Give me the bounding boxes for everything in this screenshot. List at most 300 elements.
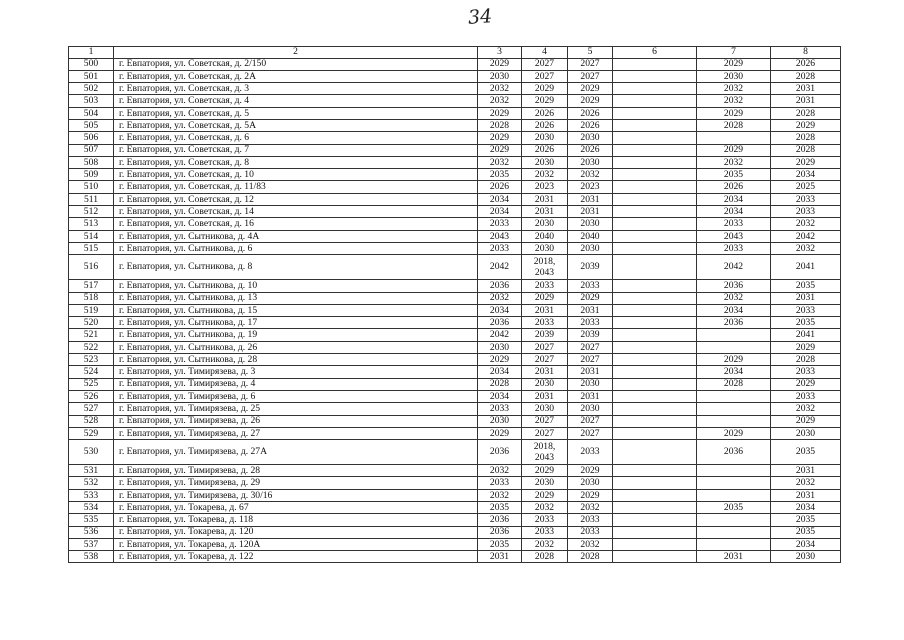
year-cell: 2040 bbox=[522, 230, 568, 242]
year-cell: 2032 bbox=[568, 538, 613, 550]
row-number-cell: 521 bbox=[69, 329, 114, 341]
year-cell: 2026 bbox=[697, 181, 771, 193]
year-cell: 2026 bbox=[522, 144, 568, 156]
year-cell: 2029 bbox=[697, 427, 771, 439]
row-number-cell: 501 bbox=[69, 70, 114, 82]
year-cell bbox=[613, 415, 697, 427]
table-body bbox=[69, 58, 841, 563]
year-cell bbox=[613, 107, 697, 119]
year-cell: 2026 bbox=[568, 107, 613, 119]
year-cell: 2042 bbox=[697, 255, 771, 280]
year-cell: 2034 bbox=[771, 169, 841, 181]
address-cell: г. Евпатория, ул. Сытникова, д. 10 bbox=[114, 280, 478, 292]
year-cell: 2032 bbox=[697, 83, 771, 95]
year-cell: 2034 bbox=[478, 390, 522, 402]
row-number-cell: 528 bbox=[69, 415, 114, 427]
year-cell: 2035 bbox=[771, 440, 841, 465]
year-cell: 2030 bbox=[522, 132, 568, 144]
table-row bbox=[69, 58, 841, 70]
address-cell: г. Евпатория, ул. Сытникова, д. 8 bbox=[114, 255, 478, 280]
address-cell: г. Евпатория, ул. Советская, д. 12 bbox=[114, 193, 478, 205]
row-number-cell: 527 bbox=[69, 403, 114, 415]
year-cell: 2041 bbox=[771, 255, 841, 280]
year-cell bbox=[613, 551, 697, 563]
year-cell bbox=[613, 477, 697, 489]
year-cell: 2027 bbox=[568, 354, 613, 366]
year-cell: 2027 bbox=[522, 415, 568, 427]
table-row bbox=[69, 156, 841, 168]
address-cell: г. Евпатория, ул. Тимирязева, д. 27А bbox=[114, 440, 478, 465]
year-cell: 2033 bbox=[478, 403, 522, 415]
address-cell: г. Евпатория, ул. Тимирязева, д. 26 bbox=[114, 415, 478, 427]
year-cell: 2035 bbox=[771, 280, 841, 292]
address-cell: г. Евпатория, ул. Советская, д. 16 bbox=[114, 218, 478, 230]
year-cell bbox=[613, 304, 697, 316]
address-cell: г. Евпатория, ул. Тимирязева, д. 29 bbox=[114, 477, 478, 489]
row-number-cell: 531 bbox=[69, 465, 114, 477]
year-cell: 2031 bbox=[568, 366, 613, 378]
year-cell bbox=[613, 255, 697, 280]
address-cell: г. Евпатория, ул. Сытникова, д. 28 bbox=[114, 354, 478, 366]
row-number-cell: 530 bbox=[69, 440, 114, 465]
row-number-cell: 516 bbox=[69, 255, 114, 280]
year-cell: 2034 bbox=[771, 502, 841, 514]
year-cell bbox=[613, 514, 697, 526]
year-cell: 2032 bbox=[697, 156, 771, 168]
year-cell bbox=[613, 366, 697, 378]
address-cell: г. Евпатория, ул. Советская, д. 3 bbox=[114, 83, 478, 95]
year-cell: 2027 bbox=[568, 70, 613, 82]
year-cell: 2036 bbox=[697, 317, 771, 329]
year-cell: 2031 bbox=[522, 366, 568, 378]
address-cell: г. Евпатория, ул. Сытникова, д. 15 bbox=[114, 304, 478, 316]
year-cell bbox=[613, 378, 697, 390]
address-cell: г. Евпатория, ул. Токарева, д. 122 bbox=[114, 551, 478, 563]
row-number-cell: 513 bbox=[69, 218, 114, 230]
address-cell: г. Евпатория, ул. Сытникова, д. 17 bbox=[114, 317, 478, 329]
year-cell: 2035 bbox=[697, 169, 771, 181]
row-number-cell: 524 bbox=[69, 366, 114, 378]
address-cell: г. Евпатория, ул. Тимирязева, д. 6 bbox=[114, 390, 478, 402]
address-cell: г. Евпатория, ул. Токарева, д. 118 bbox=[114, 514, 478, 526]
address-cell: г. Евпатория, ул. Тимирязева, д. 30/16 bbox=[114, 489, 478, 501]
year-cell bbox=[697, 132, 771, 144]
row-number-cell: 532 bbox=[69, 477, 114, 489]
row-number-cell: 529 bbox=[69, 427, 114, 439]
year-cell bbox=[613, 193, 697, 205]
year-cell bbox=[613, 280, 697, 292]
year-cell bbox=[613, 181, 697, 193]
year-cell: 2018, 2043 bbox=[522, 440, 568, 465]
year-cell: 2029 bbox=[478, 58, 522, 70]
year-cell: 2026 bbox=[522, 107, 568, 119]
year-cell: 2030 bbox=[522, 218, 568, 230]
year-cell: 2027 bbox=[568, 58, 613, 70]
year-cell: 2028 bbox=[697, 378, 771, 390]
address-cell: г. Евпатория, ул. Токарева, д. 120А bbox=[114, 538, 478, 550]
year-cell: 2029 bbox=[568, 95, 613, 107]
table-row bbox=[69, 354, 841, 366]
address-cell: г. Евпатория, ул. Сытникова, д. 13 bbox=[114, 292, 478, 304]
year-cell bbox=[613, 206, 697, 218]
year-cell: 2039 bbox=[568, 329, 613, 341]
row-number-cell: 517 bbox=[69, 280, 114, 292]
year-cell: 2034 bbox=[478, 366, 522, 378]
row-number-cell: 512 bbox=[69, 206, 114, 218]
table-row bbox=[69, 415, 841, 427]
table-row bbox=[69, 169, 841, 181]
year-cell: 2033 bbox=[697, 242, 771, 254]
year-cell: 2035 bbox=[771, 526, 841, 538]
year-cell: 2033 bbox=[771, 206, 841, 218]
year-cell: 2039 bbox=[568, 255, 613, 280]
row-number-cell: 525 bbox=[69, 378, 114, 390]
year-cell: 2035 bbox=[478, 169, 522, 181]
year-cell: 2030 bbox=[697, 70, 771, 82]
year-cell: 2029 bbox=[697, 144, 771, 156]
column-header: 3 bbox=[478, 47, 522, 59]
year-cell: 2028 bbox=[771, 144, 841, 156]
year-cell bbox=[613, 70, 697, 82]
year-cell: 2026 bbox=[522, 119, 568, 131]
year-cell: 2031 bbox=[568, 193, 613, 205]
year-cell: 2032 bbox=[771, 242, 841, 254]
year-cell: 2026 bbox=[568, 119, 613, 131]
column-header: 2 bbox=[114, 47, 478, 59]
address-cell: г. Евпатория, ул. Советская, д. 7 bbox=[114, 144, 478, 156]
year-cell: 2029 bbox=[771, 156, 841, 168]
row-number-cell: 504 bbox=[69, 107, 114, 119]
year-cell bbox=[613, 144, 697, 156]
year-cell: 2033 bbox=[522, 317, 568, 329]
year-cell: 2029 bbox=[522, 292, 568, 304]
address-cell: г. Евпатория, ул. Советская, д. 6 bbox=[114, 132, 478, 144]
year-cell: 2029 bbox=[568, 465, 613, 477]
year-cell bbox=[613, 538, 697, 550]
table-row bbox=[69, 526, 841, 538]
row-number-cell: 522 bbox=[69, 341, 114, 353]
row-number-cell: 515 bbox=[69, 242, 114, 254]
year-cell bbox=[613, 440, 697, 465]
address-cell: г. Евпатория, ул. Сытникова, д. 4А bbox=[114, 230, 478, 242]
year-cell: 2028 bbox=[771, 107, 841, 119]
year-cell: 2033 bbox=[568, 317, 613, 329]
address-cell: г. Евпатория, ул. Тимирязева, д. 25 bbox=[114, 403, 478, 415]
year-cell bbox=[613, 390, 697, 402]
year-cell: 2028 bbox=[522, 551, 568, 563]
column-header: 7 bbox=[697, 47, 771, 59]
year-cell: 2030 bbox=[522, 403, 568, 415]
year-cell: 2033 bbox=[478, 242, 522, 254]
year-cell: 2036 bbox=[697, 280, 771, 292]
year-cell: 2029 bbox=[568, 83, 613, 95]
year-cell bbox=[697, 390, 771, 402]
address-cell: г. Евпатория, ул. Советская, д. 2/150 bbox=[114, 58, 478, 70]
row-number-cell: 519 bbox=[69, 304, 114, 316]
year-cell: 2032 bbox=[771, 477, 841, 489]
year-cell: 2036 bbox=[478, 526, 522, 538]
row-number-cell: 514 bbox=[69, 230, 114, 242]
year-cell: 2031 bbox=[522, 304, 568, 316]
year-cell: 2032 bbox=[478, 95, 522, 107]
row-number-cell: 536 bbox=[69, 526, 114, 538]
year-cell: 2034 bbox=[478, 206, 522, 218]
row-number-cell: 506 bbox=[69, 132, 114, 144]
year-cell: 2029 bbox=[771, 119, 841, 131]
year-cell bbox=[613, 341, 697, 353]
year-cell: 2039 bbox=[522, 329, 568, 341]
year-cell bbox=[613, 83, 697, 95]
year-cell: 2043 bbox=[697, 230, 771, 242]
year-cell: 2028 bbox=[697, 119, 771, 131]
year-cell bbox=[697, 526, 771, 538]
year-cell bbox=[697, 489, 771, 501]
row-number-cell: 518 bbox=[69, 292, 114, 304]
year-cell bbox=[613, 403, 697, 415]
row-number-cell: 523 bbox=[69, 354, 114, 366]
address-cell: г. Евпатория, ул. Советская, д. 5А bbox=[114, 119, 478, 131]
address-cell: г. Евпатория, ул. Советская, д. 10 bbox=[114, 169, 478, 181]
year-cell: 2031 bbox=[697, 551, 771, 563]
address-cell: г. Евпатория, ул. Советская, д. 8 bbox=[114, 156, 478, 168]
year-cell: 2029 bbox=[568, 292, 613, 304]
table-row bbox=[69, 144, 841, 156]
year-cell: 2033 bbox=[522, 514, 568, 526]
year-cell: 2033 bbox=[771, 366, 841, 378]
address-cell: г. Евпатория, ул. Сытникова, д. 19 bbox=[114, 329, 478, 341]
year-cell: 2032 bbox=[522, 502, 568, 514]
year-cell: 2032 bbox=[568, 502, 613, 514]
year-cell bbox=[697, 329, 771, 341]
year-cell: 2030 bbox=[568, 403, 613, 415]
year-cell: 2031 bbox=[568, 304, 613, 316]
year-cell: 2027 bbox=[522, 341, 568, 353]
year-cell: 2041 bbox=[771, 329, 841, 341]
year-cell: 2030 bbox=[522, 477, 568, 489]
year-cell: 2032 bbox=[771, 218, 841, 230]
page-number: 34 bbox=[467, 5, 493, 29]
year-cell: 2034 bbox=[697, 304, 771, 316]
year-cell: 2030 bbox=[568, 156, 613, 168]
year-cell bbox=[613, 169, 697, 181]
year-cell: 2031 bbox=[771, 465, 841, 477]
table-row bbox=[69, 255, 841, 280]
year-cell: 2025 bbox=[771, 181, 841, 193]
address-cell: г. Евпатория, ул. Сытникова, д. 26 bbox=[114, 341, 478, 353]
row-number-cell: 520 bbox=[69, 317, 114, 329]
address-cell: г. Евпатория, ул. Тимирязева, д. 3 bbox=[114, 366, 478, 378]
table-row bbox=[69, 280, 841, 292]
year-cell: 2030 bbox=[568, 242, 613, 254]
row-number-cell: 534 bbox=[69, 502, 114, 514]
year-cell: 2034 bbox=[697, 366, 771, 378]
table-row bbox=[69, 366, 841, 378]
year-cell: 2032 bbox=[478, 489, 522, 501]
year-cell: 2029 bbox=[697, 58, 771, 70]
year-cell bbox=[613, 354, 697, 366]
year-cell: 2031 bbox=[771, 292, 841, 304]
year-cell bbox=[613, 489, 697, 501]
year-cell: 2026 bbox=[771, 58, 841, 70]
address-cell: г. Евпатория, ул. Тимирязева, д. 27 bbox=[114, 427, 478, 439]
year-cell: 2043 bbox=[478, 230, 522, 242]
year-cell: 2033 bbox=[478, 477, 522, 489]
year-cell: 2030 bbox=[568, 477, 613, 489]
table-row bbox=[69, 230, 841, 242]
year-cell: 2027 bbox=[522, 354, 568, 366]
year-cell: 2035 bbox=[478, 538, 522, 550]
column-header: 8 bbox=[771, 47, 841, 59]
year-cell: 2026 bbox=[478, 181, 522, 193]
address-cell: г. Евпатория, ул. Сытникова, д. 6 bbox=[114, 242, 478, 254]
year-cell: 2029 bbox=[568, 489, 613, 501]
year-cell bbox=[613, 218, 697, 230]
table-row bbox=[69, 132, 841, 144]
year-cell: 2033 bbox=[771, 304, 841, 316]
table-row bbox=[69, 489, 841, 501]
year-cell: 2036 bbox=[478, 317, 522, 329]
year-cell: 2031 bbox=[568, 390, 613, 402]
address-cell: г. Евпатория, ул. Советская, д. 2А bbox=[114, 70, 478, 82]
table-row bbox=[69, 218, 841, 230]
row-number-cell: 511 bbox=[69, 193, 114, 205]
year-cell bbox=[613, 95, 697, 107]
table-row bbox=[69, 119, 841, 131]
year-cell: 2026 bbox=[568, 144, 613, 156]
year-cell: 2033 bbox=[771, 390, 841, 402]
table-row bbox=[69, 206, 841, 218]
year-cell: 2032 bbox=[478, 156, 522, 168]
year-cell: 2031 bbox=[771, 489, 841, 501]
year-cell bbox=[613, 465, 697, 477]
row-number-cell: 503 bbox=[69, 95, 114, 107]
table-row bbox=[69, 502, 841, 514]
table-row bbox=[69, 538, 841, 550]
address-cell: г. Евпатория, ул. Тимирязева, д. 28 bbox=[114, 465, 478, 477]
table-row bbox=[69, 477, 841, 489]
year-cell: 2033 bbox=[522, 280, 568, 292]
year-cell: 2030 bbox=[522, 156, 568, 168]
year-cell bbox=[613, 427, 697, 439]
year-cell: 2029 bbox=[771, 378, 841, 390]
year-cell: 2034 bbox=[478, 193, 522, 205]
column-header: 6 bbox=[613, 47, 697, 59]
year-cell: 2027 bbox=[522, 70, 568, 82]
row-number-cell: 502 bbox=[69, 83, 114, 95]
year-cell: 2036 bbox=[697, 440, 771, 465]
year-cell: 2031 bbox=[771, 95, 841, 107]
year-cell: 2030 bbox=[522, 242, 568, 254]
year-cell: 2031 bbox=[522, 193, 568, 205]
year-cell: 2029 bbox=[478, 354, 522, 366]
year-cell: 2028 bbox=[568, 551, 613, 563]
table-row bbox=[69, 378, 841, 390]
year-cell: 2033 bbox=[568, 440, 613, 465]
year-cell bbox=[697, 341, 771, 353]
table-row bbox=[69, 292, 841, 304]
year-cell: 2035 bbox=[771, 514, 841, 526]
year-cell: 2033 bbox=[771, 193, 841, 205]
year-cell bbox=[697, 514, 771, 526]
year-cell: 2033 bbox=[697, 218, 771, 230]
header-row bbox=[69, 47, 841, 59]
year-cell: 2034 bbox=[697, 206, 771, 218]
table-row bbox=[69, 181, 841, 193]
year-cell: 2027 bbox=[568, 427, 613, 439]
year-cell: 2032 bbox=[697, 292, 771, 304]
row-number-cell: 508 bbox=[69, 156, 114, 168]
year-cell: 2035 bbox=[771, 317, 841, 329]
address-cell: г. Евпатория, ул. Токарева, д. 120 bbox=[114, 526, 478, 538]
year-cell: 2031 bbox=[478, 551, 522, 563]
year-cell: 2030 bbox=[522, 378, 568, 390]
year-cell: 2034 bbox=[771, 538, 841, 550]
year-cell: 2029 bbox=[522, 489, 568, 501]
row-number-cell: 538 bbox=[69, 551, 114, 563]
year-cell bbox=[613, 502, 697, 514]
year-cell: 2029 bbox=[478, 427, 522, 439]
year-cell: 2030 bbox=[568, 218, 613, 230]
table-row bbox=[69, 242, 841, 254]
row-number-cell: 500 bbox=[69, 58, 114, 70]
year-cell: 2028 bbox=[771, 354, 841, 366]
table-row bbox=[69, 95, 841, 107]
year-cell: 2040 bbox=[568, 230, 613, 242]
table-row bbox=[69, 427, 841, 439]
year-cell: 2036 bbox=[478, 440, 522, 465]
year-cell bbox=[613, 156, 697, 168]
year-cell: 2042 bbox=[771, 230, 841, 242]
table-row bbox=[69, 341, 841, 353]
year-cell: 2036 bbox=[478, 280, 522, 292]
year-cell bbox=[697, 477, 771, 489]
year-cell: 2030 bbox=[568, 132, 613, 144]
address-cell: г. Евпатория, ул. Советская, д. 14 bbox=[114, 206, 478, 218]
year-cell bbox=[613, 132, 697, 144]
year-cell bbox=[697, 538, 771, 550]
year-cell: 2029 bbox=[522, 95, 568, 107]
year-cell: 2029 bbox=[771, 341, 841, 353]
table-row bbox=[69, 551, 841, 563]
table-row bbox=[69, 107, 841, 119]
year-cell: 2032 bbox=[568, 169, 613, 181]
year-cell: 2032 bbox=[522, 169, 568, 181]
year-cell: 2018, 2043 bbox=[522, 255, 568, 280]
row-number-cell: 533 bbox=[69, 489, 114, 501]
year-cell: 2029 bbox=[522, 83, 568, 95]
row-number-cell: 509 bbox=[69, 169, 114, 181]
year-cell: 2032 bbox=[478, 292, 522, 304]
year-cell bbox=[613, 119, 697, 131]
year-cell: 2027 bbox=[522, 58, 568, 70]
year-cell: 2029 bbox=[771, 415, 841, 427]
year-cell: 2033 bbox=[568, 280, 613, 292]
year-cell: 2032 bbox=[697, 95, 771, 107]
register-table bbox=[68, 46, 841, 563]
year-cell: 2036 bbox=[478, 514, 522, 526]
year-cell bbox=[613, 58, 697, 70]
table-row bbox=[69, 465, 841, 477]
year-cell: 2031 bbox=[568, 206, 613, 218]
year-cell: 2032 bbox=[522, 538, 568, 550]
year-cell: 2034 bbox=[478, 304, 522, 316]
year-cell bbox=[697, 465, 771, 477]
year-cell: 2029 bbox=[478, 144, 522, 156]
year-cell: 2034 bbox=[697, 193, 771, 205]
year-cell: 2028 bbox=[771, 132, 841, 144]
year-cell: 2029 bbox=[478, 107, 522, 119]
year-cell bbox=[613, 329, 697, 341]
